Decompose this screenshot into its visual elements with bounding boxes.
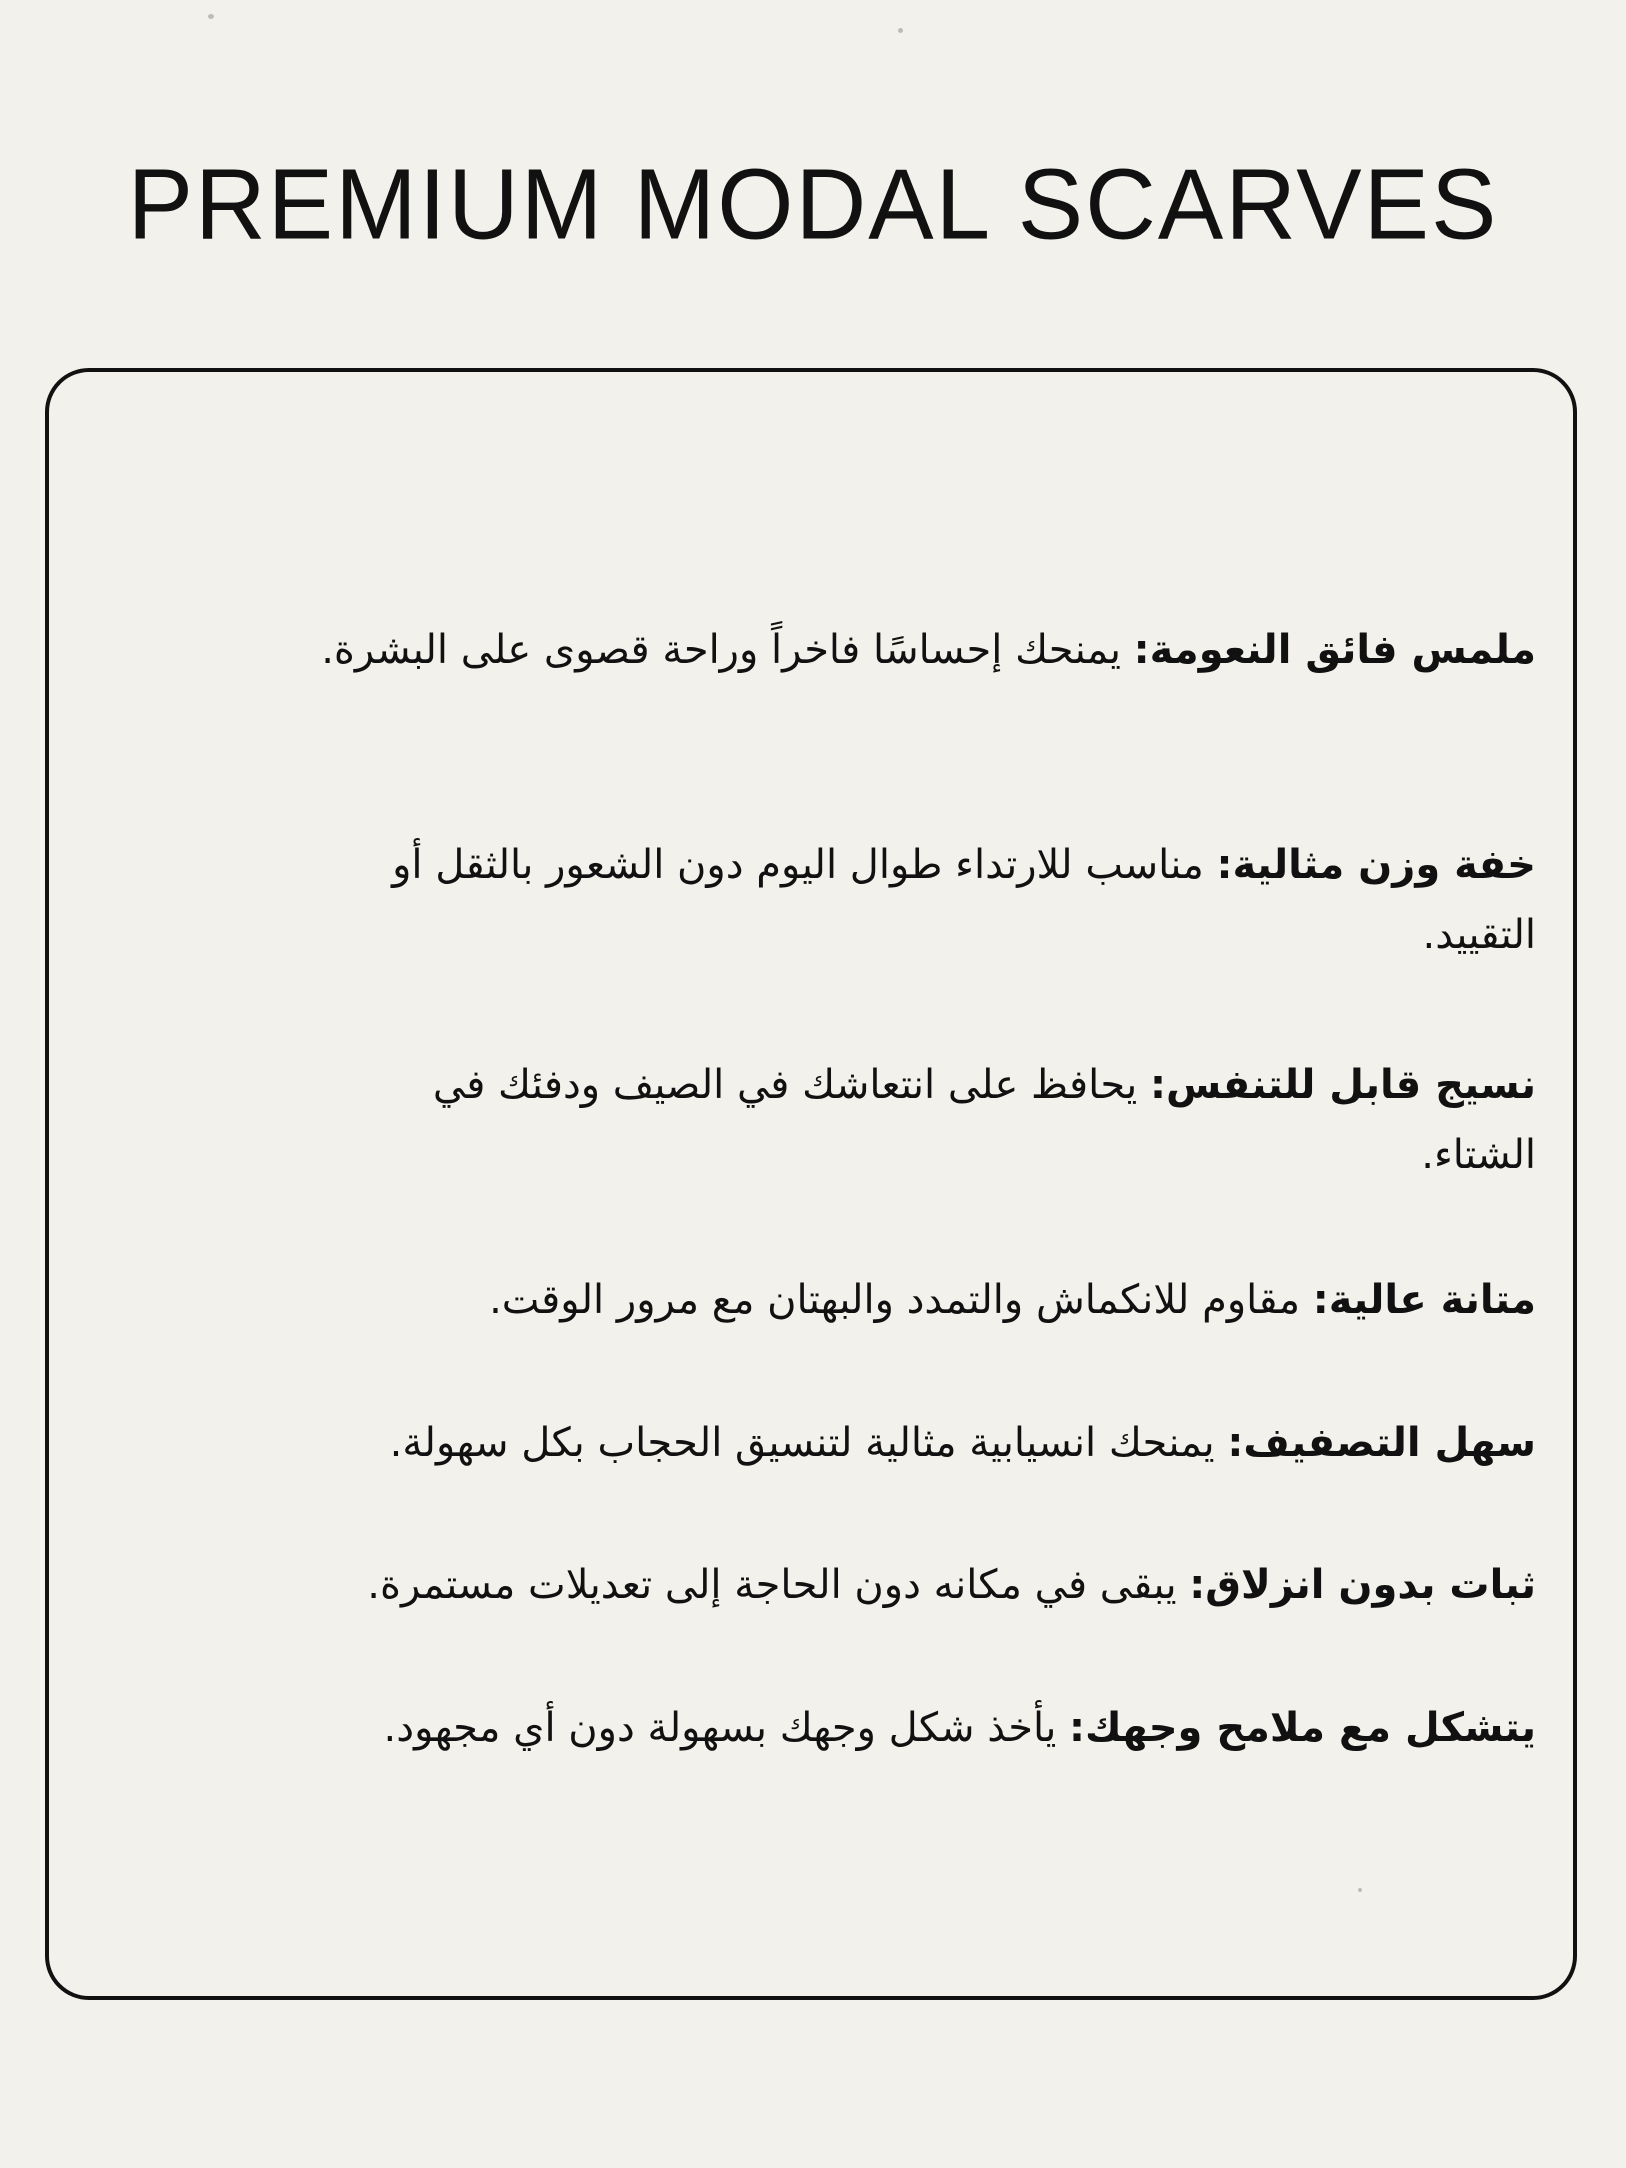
feature-description: مناسب للارتداء طوال اليوم دون الشعور بالثقل أو التقييد. xyxy=(392,842,1536,958)
feature-description: يحافظ على انتعاشك في الصيف ودفئك في الشتاء. xyxy=(432,1062,1536,1178)
feature-item-face-shaping xyxy=(56,1693,1536,1763)
page-title: PREMIUM MODAL SCARVES xyxy=(127,147,1499,261)
feature-label: يتشكل مع ملامح وجهك: xyxy=(1069,1705,1536,1751)
feature-label: سهل التصفيف: xyxy=(1227,1420,1536,1466)
feature-label: نسيج قابل للتنفس: xyxy=(1150,1062,1536,1108)
feature-description: يمنحك إحساسًا فاخراً وراحة قصوى على البشرة. xyxy=(321,627,1134,673)
paper-speck xyxy=(898,28,903,33)
feature-item-easy-styling xyxy=(56,1408,1536,1478)
feature-item-lightweight xyxy=(306,830,1536,970)
feature-label: متانة عالية: xyxy=(1312,1277,1536,1323)
feature-description: يمنحك انسيابية مثالية لتنسيق الحجاب بكل سهولة. xyxy=(389,1420,1228,1466)
feature-item-breathable xyxy=(386,1050,1536,1190)
feature-label: خفة وزن مثالية: xyxy=(1216,842,1536,888)
feature-description: يبقى في مكانه دون الحاجة إلى تعديلات مستمرة. xyxy=(367,1562,1190,1608)
feature-description: مقاوم للانكماش والتمدد والبهتان مع مرور الوقت. xyxy=(489,1277,1313,1323)
feature-description: يأخذ شكل وجهك بسهولة دون أي مجهود. xyxy=(383,1705,1070,1751)
feature-item-softness xyxy=(266,615,1536,685)
feature-label: ثبات بدون انزلاق: xyxy=(1189,1562,1536,1608)
feature-item-durability xyxy=(96,1265,1536,1335)
feature-label: ملمس فائق النعومة: xyxy=(1133,627,1536,673)
paper-speck xyxy=(208,14,214,19)
feature-item-non-slip xyxy=(36,1550,1536,1620)
